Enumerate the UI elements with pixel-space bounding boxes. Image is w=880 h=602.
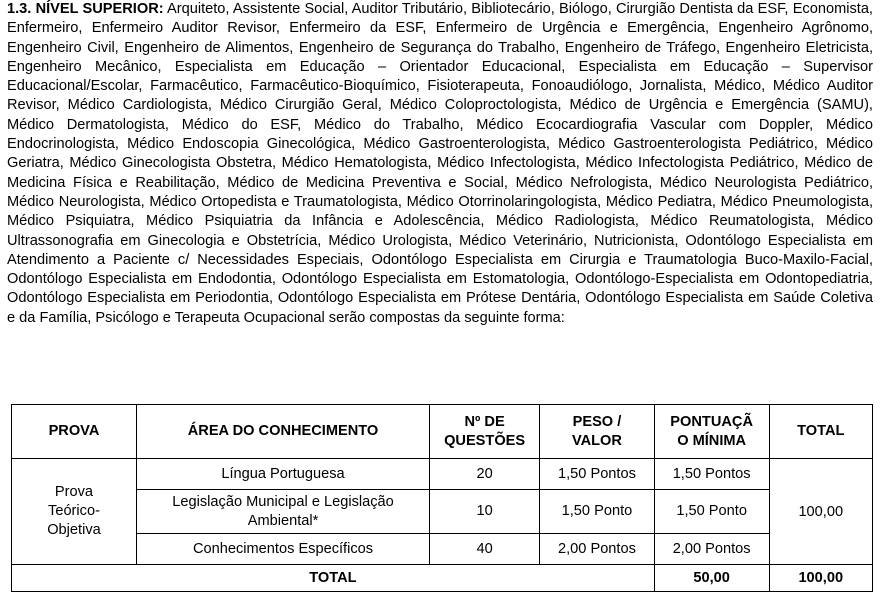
table-total-row xyxy=(12,565,873,592)
grand-total-cell: 100,00 xyxy=(769,565,872,592)
prova-name-line1: Prova xyxy=(54,484,94,500)
questoes-cell: 10 xyxy=(430,490,540,534)
peso-cell: 1,50 Ponto xyxy=(540,490,655,534)
prova-name-cell xyxy=(12,459,137,565)
intro-body-text: Arquiteto, Assistente Social, Auditor Tributário, Bibliotecário, Biólogo, Cirurgião Dentista da ESF, Economista, Enfermeiro, Enfermeiro Auditor Revisor, Enfermeiro da ESF, Enfermeiro de Urgência e Emergência, Engenheiro Agrônomo, Engenheiro Civil, Engenheiro de Alimentos, Engenheiro de Segurança do Trabalho, Engenheiro de Tráfego, Engenheiro Eletricista, Engenheiro Mecânico, Especialista em Educação – Orientador Educacional, Especialista em Educação – Supervisor Educacional/Escolar, Farmacêutico, Farmacêutico-Bioquímico, Fisioterapeuta, Fonoaudiólogo, Jornalista, Médico, Médico Auditor Revisor, Médico Cardiologista, Médico Cirurgião Geral, Médico Coloproctologista, Médico de Urgência e Emergência (SAMU), Médico Dermatologista, Médico do ESF, Médico do Trabalho, Médico Ecocardiografia Vascular com Doppler, Médico Endocrinologista, Médico Endoscopia Ginecológica, Médico Gastroenterologista, Médico Gastroenterologista Pediátrico, Médico Geriatra, Médico Ginecologista Obstetra, Médico Hematologista, Médico Infectologista, Médico Infectologista Pediátrico, Médico de Medicina Física e Reabilitação, Médico de Medicina Preventiva e Social, Médico Nefrologista, Médico Neurologista Pediátrico, Médico Neurologista, Médico Ortopedista e Traumatologista, Médico Otorrinolaringologista, Médico Pediatra, Médico Pneumologista, Médico Psiquiatra, Médico Psiquiatria da Infância e Adolescência, Médico Radiologista, Médico Reumatologista, Médico Ultrassonografia em Ginecologia e Obstetrícia, Médico Urologista, Médico Veterinário, Nutricionista, Odontólogo Especialista em Atendimento a Paciente c/ Necessidades Especiais, Odontólogo Especialista em Cirurgia e Traumatologia Buco-Maxilo-Facial, Odontólogo Especialista em Endodontia, Odontólogo Especialista em Estomatologia, Odontólogo-Especialista em Odontopediatria, Odontólogo Especialista em Periodontia, Odontólogo Especialista em Prótese Dentária, Odontólogo Especialista em Saúde Coletiva e da Família, Psicólogo e Terapeuta Ocupacional serão compostas da seguinte forma: xyxy=(7,1,873,326)
area-cell: Língua Portuguesa xyxy=(136,459,429,490)
header-pontuacao-line2: O MÍNIMA xyxy=(677,432,747,449)
table-row xyxy=(12,490,873,534)
pontuacao-cell: 2,00 Pontos xyxy=(654,534,769,565)
total-pontuacao-cell: 50,00 xyxy=(654,565,769,592)
header-questoes xyxy=(430,405,540,459)
prova-name-line3: Objetiva xyxy=(47,522,101,538)
section-heading: 1.3. NÍVEL SUPERIOR: xyxy=(7,1,164,17)
total-value-cell: 100,00 xyxy=(769,459,872,565)
prova-name-line2: Teórico- xyxy=(48,503,100,519)
total-label-cell: TOTAL xyxy=(12,565,655,592)
area-line1: Legislação Municipal e Legislação xyxy=(172,493,394,510)
peso-cell: 1,50 Pontos xyxy=(540,459,655,490)
area-cell xyxy=(136,490,429,534)
header-peso xyxy=(540,405,655,459)
pontuacao-cell: 1,50 Ponto xyxy=(654,490,769,534)
header-area: ÁREA DO CONHECIMENTO xyxy=(136,405,429,459)
header-questoes-line1: Nº DE xyxy=(464,413,505,430)
header-pontuacao-line1: PONTUAÇÃ xyxy=(670,413,753,430)
header-prova: PROVA xyxy=(12,405,137,459)
questoes-cell: 40 xyxy=(430,534,540,565)
pontuacao-cell: 1,50 Pontos xyxy=(654,459,769,490)
table-row xyxy=(12,459,873,490)
header-peso-line1: PESO / xyxy=(572,413,622,430)
header-total: TOTAL xyxy=(769,405,872,459)
area-cell: Conhecimentos Específicos xyxy=(136,534,429,565)
table-header-row xyxy=(12,405,873,459)
header-questoes-line2: QUESTÕES xyxy=(444,432,526,449)
exam-composition-table xyxy=(11,404,873,592)
questoes-cell: 20 xyxy=(430,459,540,490)
header-peso-line2: VALOR xyxy=(571,432,622,449)
area-line2: Ambiental* xyxy=(247,512,319,529)
intro-paragraph xyxy=(7,0,873,328)
header-pontuacao xyxy=(654,405,769,459)
peso-cell: 2,00 Pontos xyxy=(540,534,655,565)
table-row xyxy=(12,534,873,565)
